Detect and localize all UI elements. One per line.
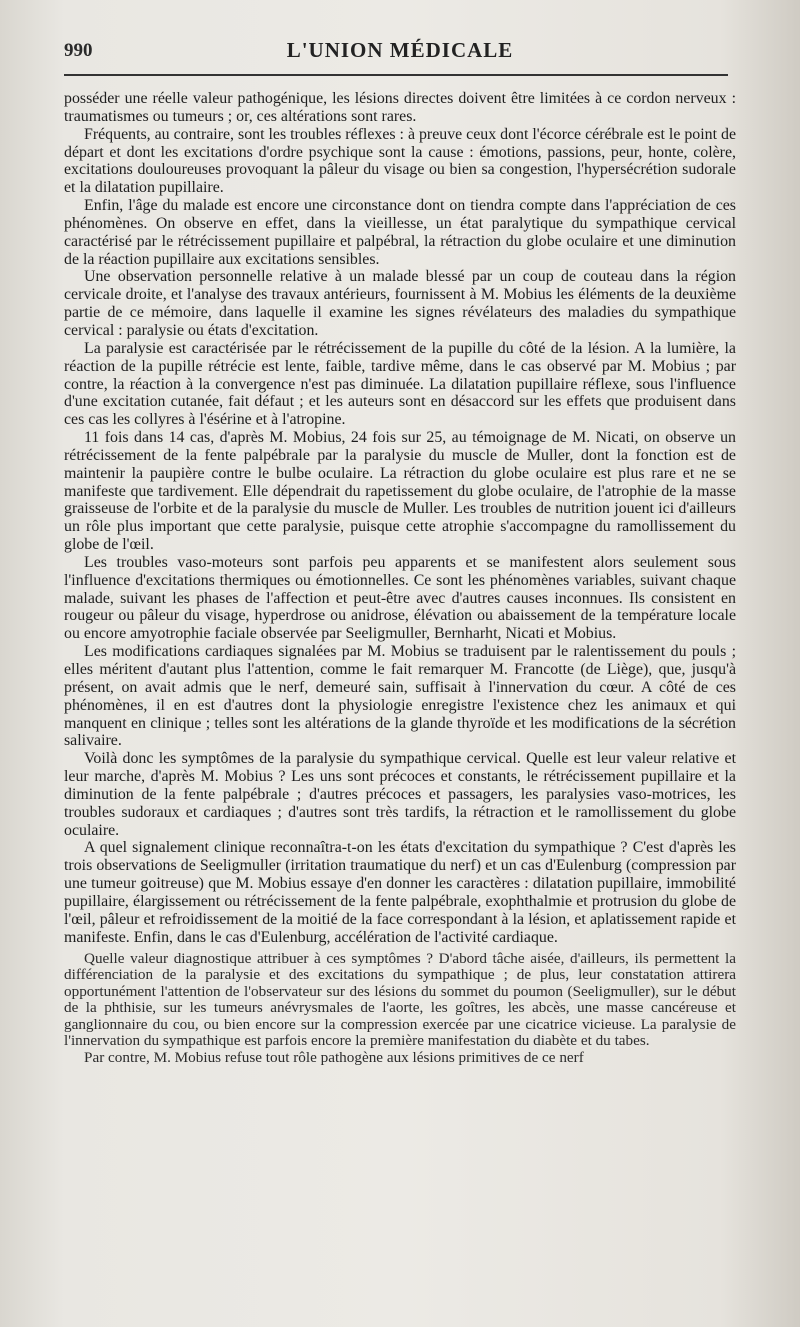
paragraph: posséder une réelle valeur pathogénique, les lésions directes doivent être limitées à ce cordon nerveux : traumatismes ou tumeurs ; or, ces altérations sont rares.	[64, 90, 736, 125]
paragraph: A quel signalement clinique reconnaîtra-t-on les états d'excitation du sympathique ? C'est d'après les trois observations de Seeligmuller (irritation traumatique du nerf) et un cas d'Eulenburg (compression par une tumeur goitreuse) que M. Mobius essaye d'en donner les caractères : dilatation pupillaire, immobilité pupillaire, élargissement ou rétrécissement de la fente palpébrale, exophthalmie et protrusion du globe de l'œil, pâleur et refroidissement de la moitié de la face correspondant à la lésion, et aplatissement rapide et manifeste. Enfin, dans le cas d'Eulenburg, accélération de l'activité cardiaque.	[64, 839, 736, 946]
header-rule	[64, 74, 728, 76]
paragraph: Enfin, l'âge du malade est encore une circonstance dont on tiendra compte dans l'appréciation de ces phénomènes. On observe en effet, dans la vieillesse, un état paralytique du sympathique cervical caractérisé par le rétrécissement pupillaire et palpébral, la rétraction du globe oculaire et une diminution de la réaction pupillaire aux excitations sensibles.	[64, 197, 736, 268]
paragraph-small-print: Par contre, M. Mobius refuse tout rôle pathogène aux lésions primitives de ce nerf	[84, 1049, 584, 1067]
page-number: 990	[64, 40, 93, 61]
paragraph: Les modifications cardiaques signalées par M. Mobius se traduisent par le ralentissement du pouls ; elles méritent d'autant plus l'attention, comme le fait remarquer M. Francotte (de Liège), que, jusqu'à présent, on avait admis que le nerf, demeuré sain, suffisait à l'innervation du cœur. A côté de ces phénomènes, il en est d'autres dont la physiologie enregistre l'existence chez les animaux et qui manquent en clinique ; telles sont les altérations de la glande thyroïde et les modifications de la sécrétion salivaire.	[64, 643, 736, 750]
paragraph: Une observation personnelle relative à un malade blessé par un coup de couteau dans la région cervicale droite, et l'analyse des travaux antérieurs, fournissent à M. Mobius les éléments de la deuxième partie de ce mémoire, dans laquelle il examine les signes révélateurs des maladies du sympathique cervical : paralysie ou états d'excitation.	[64, 268, 736, 339]
paragraph: 11 fois dans 14 cas, d'après M. Mobius, 24 fois sur 25, au témoignage de M. Nicati, on observe un rétrécissement de la fente palpébrale par la paralysie du muscle de Muller, dont la fonction est de maintenir la paupière contre le bulbe oculaire. La rétraction du globe oculaire est plus rare et ne se manifeste que tardivement. Elle dépendrait du rapetissement du globe oculaire, de l'atrophie de la masse graisseuse de l'orbite et de la paralysie du muscle de Muller. Les troubles de nutrition jouent ici d'ailleurs un rôle plus important que cette paralysie, puisque cette atrophie s'accompagne du ramollissement du globe de l'œil.	[64, 429, 736, 554]
paragraph-small-print: Quelle valeur diagnostique attribuer à ces symptômes ? D'abord tâche aisée, d'ailleurs, ils permettent la différenciation de la paralysie et des excitations du sympathique ; de plus, leur constatation attirera opportunément l'attention de l'observateur sur des lésions du sommet du poumon (Seeligmuller), sur le début de la phthisie, sur les tumeurs anévrysmales de l'aorte, les goîtres, les abcès, une masse cancéreuse et ganglionnaire du cou, ou bien encore sur la compression exercée par une cicatrice vicieuse. La paralysie de l'innervation du sympathique est parfois encore la première manifestation du diabète et du tabes.	[64, 949, 736, 1050]
paragraph: Voilà donc les symptômes de la paralysie du sympathique cervical. Quelle est leur valeur relative et leur marche, d'après M. Mobius ? Les uns sont précoces et constants, le rétrécissement pupillaire et la diminution de la fente palpébrale ; d'autres précoces et passagers, les paralysies vaso-motrices, les troubles sudoraux et cardiaques ; d'autres sont très tardifs, la rétraction et le ramollissement du globe oculaire.	[64, 750, 736, 839]
running-title: L'UNION MÉDICALE	[286, 38, 514, 62]
paragraph: La paralysie est caractérisée par le rétrécissement de la pupille du côté de la lésion. A la lumière, la réaction de la pupille rétrécie est lente, faible, tardive même, dans le cas observé par M. Mobius ; par contre, la réaction à la convergence n'est pas diminuée. La dilatation pupillaire réflexe, sous l'influence d'une excitation cutanée, fait défaut ; et les auteurs sont en désaccord sur les effets que produisent dans ces cas les collyres à l'ésérine et à l'atropine.	[64, 339, 736, 429]
page-header	[64, 38, 736, 66]
body-text	[64, 90, 736, 1067]
paragraph: Fréquents, au contraire, sont les troubles réflexes : à preuve ceux dont l'écorce cérébrale est le point de départ et dont les excitations d'ordre psychique sont la cause : émotions, passions, peur, honte, colère, excitations douloureuses provoquant la pâleur du visage ou bien sa congestion, l'hypersécrétion sudorale et la dilatation pupillaire.	[64, 125, 736, 197]
paragraph: Les troubles vaso-moteurs sont parfois peu apparents et se manifestent alors seulement sous l'influence d'excitations thermiques ou émotionnelles. Ce sont les phénomènes variables, suivant chaque malade, suivant les phases de l'affection et peut-être avec d'autres causes inconnues. Ils consistent en rougeur ou pâleur du visage, hyperdrose ou anidrose, élévation ou abaissement de la température locale ou encore amyotrophie faciale observée par Seeligmuller, Bernharht, Nicati et Mobius.	[64, 553, 736, 643]
